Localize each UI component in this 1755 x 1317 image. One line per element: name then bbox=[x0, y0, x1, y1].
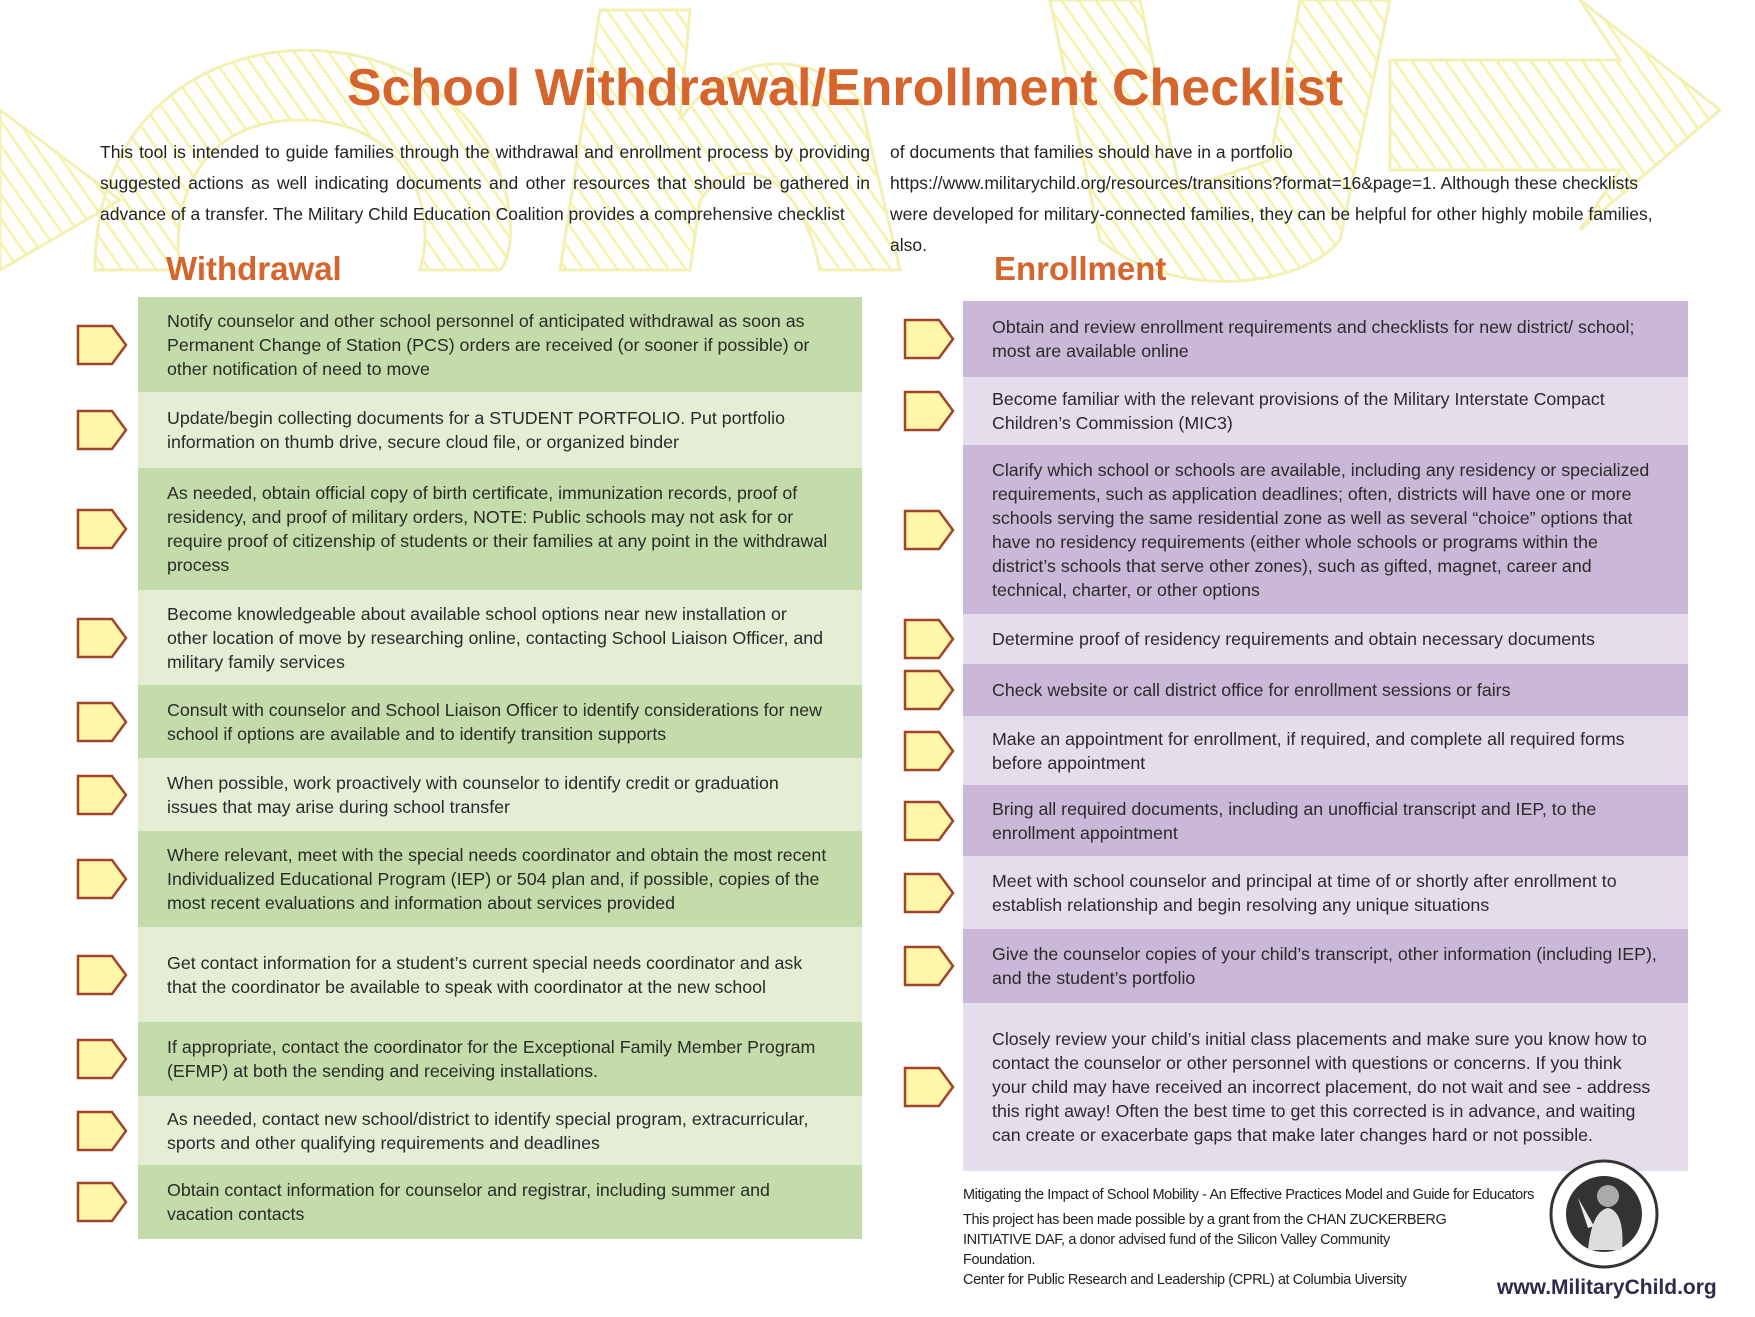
arrow-checkbox-icon[interactable] bbox=[76, 507, 128, 551]
checklist-item bbox=[138, 297, 862, 392]
arrow-checkbox-icon[interactable] bbox=[76, 1037, 128, 1081]
checklist-item bbox=[963, 1003, 1688, 1171]
arrow-checkbox-icon[interactable] bbox=[903, 668, 955, 712]
checklist-item bbox=[963, 929, 1688, 1003]
arrow-checkbox-icon[interactable] bbox=[76, 616, 128, 660]
checklist-item-text: Check website or call district office for enrollment sessions or fairs bbox=[992, 680, 1511, 700]
arrow-checkbox-icon[interactable] bbox=[76, 408, 128, 452]
checklist-item bbox=[138, 831, 862, 927]
arrow-checkbox-icon[interactable] bbox=[76, 773, 128, 817]
checklist-item bbox=[138, 1165, 862, 1239]
checklist-item bbox=[138, 468, 862, 590]
checklist-item bbox=[963, 445, 1688, 614]
arrow-checkbox-icon[interactable] bbox=[76, 953, 128, 997]
checklist-item bbox=[963, 785, 1688, 856]
arrow-checkbox-icon[interactable] bbox=[903, 799, 955, 843]
arrow-checkbox-icon[interactable] bbox=[903, 508, 955, 552]
footer-credits bbox=[963, 1185, 1534, 1295]
intro-right: of documents that families should have in a portfolio https://www.militarychild.org/resources/transitions?format=16&page=1. Although these checklists were developed for military-connected families, they can be helpful for other highly mobile families, also. bbox=[890, 142, 1653, 255]
checklist-item-text: As needed, contact new school/district to identify special program, extracurricular, sports and other qualifying requirements and deadlines bbox=[167, 1108, 809, 1153]
checklist-item bbox=[138, 1096, 862, 1165]
page-title: School Withdrawal/Enrollment Checklist bbox=[346, 59, 1344, 117]
checklist-item-text: When possible, work proactively with counselor to identify credit or graduation issues that may arise during school transfer bbox=[167, 772, 779, 817]
checklist-item-text: Obtain contact information for counselor and registrar, including summer and vacation contacts bbox=[167, 1180, 770, 1224]
checklist-item-text: Update/begin collecting documents for a STUDENT PORTFOLIO. Put portfolio information on thumb drive, secure cloud file, or organized binder bbox=[167, 408, 786, 452]
arrow-checkbox-icon[interactable] bbox=[903, 317, 955, 361]
arrow-checkbox-icon[interactable] bbox=[903, 389, 955, 433]
arrow-checkbox-icon[interactable] bbox=[903, 871, 955, 915]
website-link[interactable]: www.MilitaryChild.org bbox=[1497, 1276, 1717, 1299]
arrow-checkbox-icon[interactable] bbox=[903, 944, 955, 988]
footer-line-2: This project has been made possible by a grant from the CHAN ZUCKERBERG INITIATIVE DAF, a donor advised fund of the Silicon Valley Community Foundation. bbox=[963, 1212, 1447, 1268]
checklist-item bbox=[138, 590, 862, 685]
arrow-checkbox-icon[interactable] bbox=[903, 729, 955, 773]
withdrawal-checklist bbox=[138, 297, 862, 1239]
checklist-item bbox=[963, 664, 1688, 716]
checklist-item bbox=[138, 685, 862, 758]
checklist-item bbox=[138, 758, 862, 831]
checklist-item-text: Determine proof of residency requirements and obtain necessary documents bbox=[992, 629, 1595, 649]
checklist-item-text: Give the counselor copies of your child’s transcript, other information (including IEP), and the student’s portfolio bbox=[992, 944, 1657, 988]
intro-left: This tool is intended to guide families through the withdrawal and enrollment process by providing suggested actions as well indicating documents and other resources that should be gathered in advance of a transfer. The Military Child Education Coalition provides a comprehensive checklist bbox=[100, 142, 870, 224]
arrow-checkbox-icon[interactable] bbox=[76, 700, 128, 744]
checklist-item-text: Where relevant, meet with the special needs coordinator and obtain the most recent Individualized Educational Program (IEP) or 504 plan and, if possible, copies of the most recent evaluations and information about services provided bbox=[167, 845, 827, 913]
arrow-checkbox-icon[interactable] bbox=[76, 323, 128, 367]
checklist-item-text: Make an appointment for enrollment, if required, and complete all required forms before appointment bbox=[992, 728, 1625, 773]
arrow-checkbox-icon[interactable] bbox=[903, 617, 955, 661]
footer-line-1: Mitigating the Impact of School Mobility - An Effective Practices Model and Guide for Educators bbox=[963, 1187, 1535, 1203]
checklist-item-text: Bring all required documents, including an unofficial transcript and IEP, to the enrollment appointment bbox=[992, 798, 1597, 843]
arrow-checkbox-icon[interactable] bbox=[76, 857, 128, 901]
checklist-item bbox=[963, 716, 1688, 785]
checklist-item bbox=[138, 927, 862, 1022]
checklist-item bbox=[963, 301, 1688, 377]
checklist-item bbox=[963, 377, 1688, 445]
arrow-checkbox-icon[interactable] bbox=[903, 1065, 955, 1109]
checklist-item-text: Consult with counselor and School Liaison Officer to identify considerations for new school if options are available and to identify transition supports bbox=[167, 699, 822, 744]
checklist-item-text: Closely review your child’s initial class placements and make sure you know how to contact the counselor or other personnel with questions or concerns. If you think your child may have received an incorrect placement, do not wait and see - address this right away! Often the best time to get this corrected is in advance, and waiting can create or exacerbate gaps that make later changes hard or not possible. bbox=[992, 1029, 1651, 1145]
withdrawal-heading: Withdrawal bbox=[166, 250, 342, 287]
checklist-item-text: Become familiar with the relevant provisions of the Military Interstate Compact Children’s Commission (MIC3) bbox=[992, 389, 1605, 433]
checklist-item-text: As needed, obtain official copy of birth certificate, immunization records, proof of residency, and proof of military orders, NOTE: Public schools may not ask for or require proof of citizenship of students or their families at any point in the withdrawal process bbox=[167, 483, 828, 575]
enrollment-checklist bbox=[963, 301, 1688, 1171]
checklist-item-text: Notify counselor and other school personnel of anticipated withdrawal as soon as Permanent Change of Station (PCS) orders are received (or sooner if possible) or other notification of need to move bbox=[167, 310, 810, 379]
footer-line-3: Center for Public Research and Leadership (CPRL) at Columbia Uiversity bbox=[963, 1272, 1407, 1288]
enrollment-heading: Enrollment bbox=[994, 250, 1167, 287]
checklist-item-text: Meet with school counselor and principal at time of or shortly after enrollment to establish relationship and begin resolving any unique situations bbox=[992, 870, 1617, 915]
checklist-item bbox=[963, 856, 1688, 929]
arrow-checkbox-icon[interactable] bbox=[76, 1109, 128, 1153]
mcec-logo bbox=[1548, 1158, 1660, 1270]
checklist-item-text: Become knowledgeable about available school options near new installation or other location of move by researching online, contacting School Liaison Officer, and military family services bbox=[167, 603, 823, 672]
arrow-checkbox-icon[interactable] bbox=[76, 1180, 128, 1224]
checklist-item-text: Clarify which school or schools are available, including any residency or specialized requirements, such as application deadlines; often, districts will have one or more schools serving the same residential zone as well as several “choice” options that have no residency requirements (either whole schools or programs within the district’s schools that serve other zones), such as gifted, magnet, career and technical, charter, or other options bbox=[992, 459, 1650, 600]
checklist-item-text: If appropriate, contact the coordinator for the Exceptional Family Member Program (EFMP) at both the sending and receiving installations. bbox=[167, 1037, 816, 1081]
checklist-item-text: Obtain and review enrollment requirements and checklists for new district/ school; most are available online bbox=[992, 317, 1635, 361]
checklist-item bbox=[963, 614, 1688, 664]
checklist-item-text: Get contact information for a student’s current special needs coordinator and ask that the coordinator be available to speak with coordinator at the new school bbox=[167, 952, 803, 997]
checklist-item bbox=[138, 392, 862, 468]
checklist-item bbox=[138, 1022, 862, 1096]
